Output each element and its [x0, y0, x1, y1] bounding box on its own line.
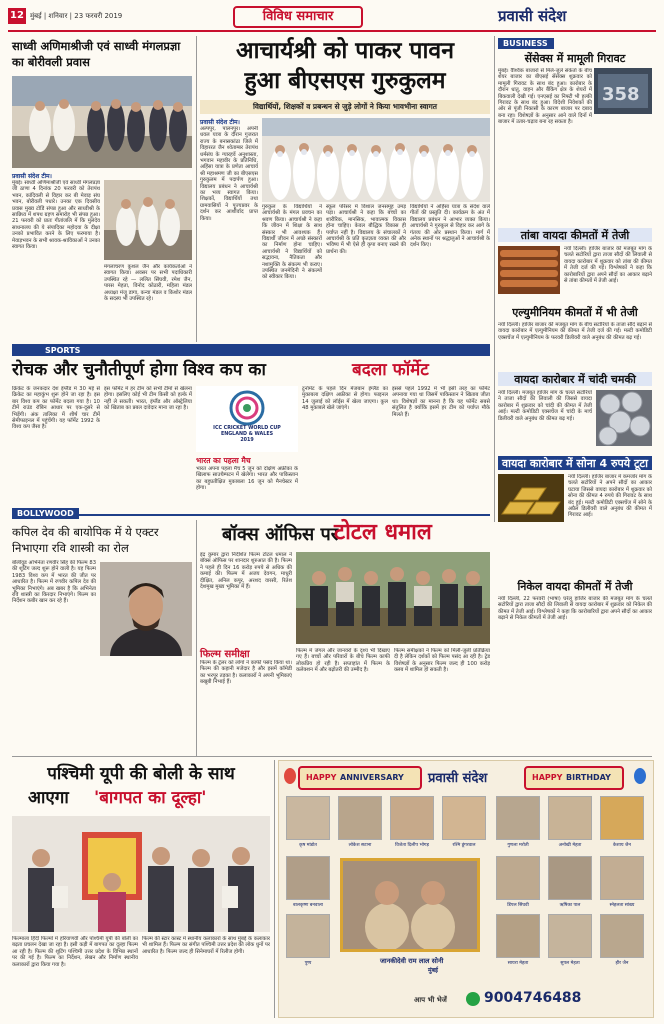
sports-subbody: भारत अपना पहला मैच 5 जून को दक्षिण अफ्रीका के खिलाफ साउथैम्पटन में खेलेगा। भारत और पाकिस्तान का बहुप्रतीक्षित मुकाबला 16 जून को मैनचेस्टर में होगा। — [196, 466, 298, 492]
section-title: विविध समाचार — [233, 6, 363, 28]
sensex-headline: सेंसेक्स में मामूली गिरावट — [524, 52, 626, 65]
avatar — [338, 796, 382, 840]
sports-subhead: भारत का पहला मैच — [196, 456, 251, 465]
avatar-name: रश्मि डूंगरवाल — [452, 843, 476, 848]
avatar-name: केशाय जैन — [613, 843, 631, 848]
nickel-headline: निकेल वायदा कीमतों में तेजी — [517, 580, 633, 593]
lead-body-col3: स्कूल परिसर में विशाल जनसमूह उमड़ पड़ा। आचार्यश्री ने कहा कि बच्चों का शारीरिक, मानसिक, भावात्मक विकास होना चाहिए। केवल बौद्धिक विकास ही पर्याप्त नहीं है। विद्यालय के संचालकों ने आचार्यश्री के प्रति कृतज्ञता व्यक्त की और भविष्य में भी ऐसे ही कृपा बनाए रखने की प्रार्थना की। — [326, 204, 406, 255]
copper-body: नयी दिल्ली। हाजिर बाजार की मजबूत मांग के चलते सटोरियों द्वारा ताजा सौदों की लिवाली से वायदा कारोबार में शुक्रवार को तांबा की कीमत में तेजी दर्ज की गई। विश्लेषकों ने कहा कि कारोबारियों द्वारा अपने सौदों का आकार बढ़ाने से तांबा कीमतों में तेजी आई। — [564, 246, 652, 285]
balloon-icon — [284, 768, 296, 784]
couple-subcaption: मुंबई — [428, 967, 438, 974]
kapil-body: बॉलीवुड अभिनेता रणवीर सिंह की फिल्म 83 की शूटिंग जल्द शुरू होने वाली है। यह फिल्म 1983 विश्व कप में भारत की जीत पर आधारित है। फिल्म में रणवीर कपिल देव की भूमिका निभाएंगे। अब खबर है कि अभिनेता रवि शास्त्री का किरदार निभाएंगे। फिल्म का निर्देशन कबीर खान कर रहे हैं। — [12, 560, 96, 605]
kapil-body-col2 — [100, 660, 192, 752]
sports-headline-b: बदला फॉर्मेट — [352, 360, 429, 380]
greetings-paper-name: प्रवासी संदेश — [428, 771, 488, 786]
silver-body: नयी दिल्ली। मजबूत हाजिर मांग के चलते सटोरियों ने ताजा सौदों की लिवाली की जिससे वायदा कारोबार में शुक्रवार को चांदी की कीमत में तेजी आई। मल्टी कमोडिटी एक्सचेंज में चांदी के मार्च डिलीवरी वाले अनुबंध की कीमत बढ़ गई। — [498, 390, 592, 422]
page-number: 12 — [8, 8, 26, 24]
avatar — [286, 856, 330, 900]
gold-headline: वायदा कारोबार में सोना 4 रुपये टूटा — [502, 457, 648, 470]
avatar-name: स्नेहलता सांख्य — [609, 903, 635, 908]
lead-headline-1: आचार्यश्री को पाकर पावन — [236, 38, 454, 64]
svg-text:358: 358 — [602, 84, 640, 105]
avatar-name: विजेता दिलीप भोगड़ — [395, 843, 429, 848]
avatar-name: गुणला मरोती — [507, 843, 529, 848]
avatar — [600, 914, 644, 958]
col-divider — [196, 36, 197, 342]
worldcup-logo-text: ICC CRICKET WORLD CUP ENGLAND & WALES 2019 — [213, 426, 281, 443]
section-divider — [12, 756, 652, 757]
avatar-name: डिंपल सिंघवी — [507, 903, 529, 908]
review-body: फिल्म के ट्रेलर को लोगों ने काफी पसंद किया था। फिल्म की कहानी मजेदार है और इसमें कॉमेडी का भरपूर तड़का है। कलाकारों ने अपनी भूमिकाएं बखूबी निभाई हैं। — [200, 660, 292, 686]
avatar-name: अनोखी मेहता — [558, 843, 582, 848]
avatar-name: कृष मांडोत — [299, 843, 317, 848]
baghpat-headline-2b: 'बागपत का दूल्हा' — [94, 788, 207, 808]
sadhvi-photo — [12, 76, 192, 168]
sadhvi-headline: साध्वी अणिमाश्रीजी एवं साध्वी मंगलप्रज्ञा का बोरीवली प्रवास — [12, 39, 181, 69]
boxoffice-body-col4: फिल्म समीक्षकों ने फिल्म को मिली-जुली प्रतिक्रिया दी है लेकिन दर्शकों को फिल्म पसंद आ रही है। ट्रेड विशेषज्ञों के अनुसार फिल्म जल्द ही 100 करोड़ क्लब में शामिल हो सकती है। — [394, 648, 490, 674]
baghpat-photo — [12, 816, 270, 932]
lead-body-col1: अल्पपुर, पालनपुर। अपनी धवल यात्रा के दौरान गुजरात राज्य के बनासकांठा जिले में विहाररत जैन श्वेताम्बर तेरापंथ धर्मसंघ के ग्यारहवें अनुशास्ता, भगवान महावीर के प्रतिनिधि, अहिंसा यात्रा के प्रणेता आचार्य श्री महाश्रमण जी का बीएसएस गुरुकुलम में पदार्पण हुआ। विद्यालय प्रबंधन ने आचार्यश्री का भव्य स्वागत किया। शिक्षकों, विद्यार्थियों तथा ग्रामवासियों ने पूज्यप्रवर के दर्शन कर आशीर्वाद प्राप्त किया। — [200, 126, 258, 222]
boxoffice-body-col3: फिल्म में जंगल और जानवरों के दृश्य भी दिखाए गए हैं। बच्चों और परिवारों के बीच फिल्म काफी लोकप्रिय हो रही है। सप्ताहांत में फिल्म के कलेक्शन में और बढ़ोतरी की उम्मीद है। — [296, 648, 390, 674]
avatar — [548, 856, 592, 900]
avatar — [496, 796, 540, 840]
copper-photo — [498, 246, 560, 294]
sports-headline-a: रोचक और चुनौतीपूर्ण होगा विश्व कप का — [12, 360, 266, 380]
avatar — [600, 796, 644, 840]
masthead — [8, 6, 656, 30]
lead-byline: प्रवासी संदेश टीम। — [200, 119, 240, 126]
sadhvi-photo-small — [104, 180, 192, 260]
kapil-headline: कपिल देव की बायोपिक में ये एक्टर निभाएगा रवि शास्त्री का रोल — [12, 525, 159, 555]
avatar-name: सायरा मेहता — [507, 961, 529, 966]
avatar — [548, 914, 592, 958]
lead-photo — [262, 118, 490, 202]
phone-number[interactable]: 9004746488 — [484, 990, 582, 1006]
avatar — [548, 796, 592, 840]
avatar-name: सुपल मेहता — [560, 961, 580, 966]
paper-name: प्रवासी संदेश — [498, 7, 567, 25]
silver-photo — [596, 390, 652, 446]
sensex-photo — [594, 68, 652, 114]
avatar — [286, 914, 330, 958]
avatar-name: हीर जैन — [615, 961, 629, 966]
sports-label: SPORTS — [40, 345, 85, 356]
silver-headline: वायदा कारोबार में चांदी चमकी — [514, 373, 636, 386]
bollywood-band — [12, 514, 490, 516]
sadhvi-body: मुंबई। साध्वी अणिमाश्रीजी एवं साध्वी मंगलप्रज्ञा जी ठाणा 4 दिनांक 20 फरवरी को तेरापंथ भवन, कांदिवली से विहार कर बी मेवाड़ संघ भवन, बोरीवली पधारे। उनका एक दिवसीय प्रवास मुख्य टोडिं संपन्न हुआ और साध्वीश्री के सान्निध्य में शपथ ग्रहण समारोह भी संपन्न हुआ। 21 फरवरी को प्रातः गीतांजलि में कि मुलंदेव साधनालय की ये संपादिका महोदया के दीक्षा उनको प्रभावित करने के लिए फरमाया है। मेवाड़भवन के सभी श्रावक-श्राविकाओं ने उनका स्वागत किया। — [12, 180, 100, 251]
avatar-name: पुष्प — [304, 961, 312, 966]
col-divider — [494, 36, 495, 522]
boxoffice-body-col1: इंद्र कुमार द्वारा निर्देशित फिल्म टोटल धमाल ने बॉक्स ऑफिस पर शानदार शुरुआत की है। फिल्म ने पहले ही दिन 16 करोड़ रुपये से अधिक की कमाई की। फिल्म में अजय देवगन, माधुरी दीक्षित, अनिल कपूर, अरशद वारसी, रितेश देशमुख मुख्य भूमिका में हैं। — [200, 552, 292, 591]
boxoffice-headline-b: टोटल धमाल — [334, 520, 432, 545]
baghpat-headline-1: पश्चिमी यूपी की बोली के साथ — [47, 764, 235, 784]
lead-body-col2: गुरुकुल के विद्यार्थियों ने आचार्यश्री के मंगल प्रवचन का श्रवण किया। आचार्यश्री ने कहा कि जीवन में शिक्षा के साथ संस्कार भी आवश्यक हैं। विद्यार्थी जीवन में अच्छे संस्कारों का निर्माण होना चाहिए। आचार्यश्री ने विद्यार्थियों को सद्भावना, नैतिकता और नशामुक्ति के संकल्प भी कराए। उपस्थित जनमेदिनी ने संकल्पों को स्वीकार किया। — [262, 204, 322, 281]
baghpat-headline-2a: आएगा — [28, 788, 69, 808]
dateline: मुंबई | शनिवार | 23 फरवरी 2019 — [30, 12, 123, 20]
anniversary-text: ANNIVERSARY — [340, 773, 404, 782]
avatar — [442, 796, 486, 840]
worldcup-logo — [196, 386, 298, 452]
happy-birthday-banner — [524, 766, 624, 790]
baghpat-body: फिल्माला हिंदी फिल्मों में हरियाणवी और पश्चिमी यूपी की बोली का बढ़ता प्रचलन देखा जा रहा है। इसी कड़ी में बागपत का दूल्हा फिल्म आ रही है। फिल्म की शूटिंग पश्चिमी उत्तर प्रदेश के विभिन्न स्थानों पर की गई है। फिल्म का निर्देशन, लेखन और निर्माण स्थानीय कलाकारों द्वारा किया गया है। — [12, 936, 138, 968]
happy2-text: HAPPY — [532, 773, 563, 782]
lead-headline-2: हुआ बीएसएस गुरुकुलम — [244, 68, 446, 94]
review-headline: फिल्म समीक्षा — [200, 649, 250, 660]
happy-text: HAPPY — [306, 773, 337, 782]
gold-photo — [498, 474, 564, 522]
avatar — [286, 796, 330, 840]
couple-photo-frame — [340, 858, 480, 952]
avatar — [496, 914, 540, 958]
sadhvi-body-col2: मंगलाचरण कुशल जैन और कार्यकर्ताओं ने स्वागत किया। अवसर पर सभी पदाधिकारी उपस्थित रहे — ललित सिंघवी, रमेश जैन, पारस मेहता, विनोद कोठारी, महिला मंडल अध्यक्षा मंजू डागा, कन्या मंडल व किशोर मंडल के सदस्य भी उपस्थित रहे। — [104, 264, 192, 303]
bollywood-label: BOLLYWOOD — [12, 508, 79, 519]
sports-body-col3: टूर्नामेंट के पहले दिन मेजबान इंग्लैंड का मुकाबला दक्षिण अफ्रीका से होगा। फाइनल 14 जुलाई को लॉर्ड्स में खेला जाएगा। कुल 48 मुकाबले खेले जाएंगे। — [302, 386, 388, 412]
lead-body-col4: विद्यार्थियों ने अहिंसा यात्रा के संदेश वाले गीतों की प्रस्तुति दी। कार्यक्रम के अंत में विद्यालय प्रबंधन ने आभार व्यक्त किया। आचार्यश्री ने गुरुकुल से विहार कर आगे के गंतव्य की ओर प्रस्थान किया। मार्ग में अनेक स्थानों पर श्रद्धालुओं ने आचार्यश्री के दर्शन किए। — [410, 204, 490, 249]
sadhvi-byline: प्रवासी संदेश टीम। — [12, 173, 52, 180]
sports-body-col2: इस फॉर्मेट में हर टीम को सभी टीमों से खेलना होगा। इसलिए कोई भी टीम किसी को हल्के में नहीं ले सकती। भारत, इंग्लैंड और ऑस्ट्रेलिया को खिताब का प्रबल दावेदार माना जा रहा है। — [104, 386, 192, 412]
col-divider — [196, 520, 197, 756]
copper-headline: तांबा वायदा कीमतों में तेजी — [520, 229, 630, 242]
sports-body-col5: इससे पहले 1992 में भी इसी तरह का फॉर्मेट अपनाया गया था जिसमें पाकिस्तान ने खिताब जीता था। विशेषज्ञों का मानना है कि यह फॉर्मेट सबसे संतुलित है क्योंकि इसमें हर टीम को पर्याप्त मौके मिलते हैं। — [392, 386, 490, 418]
avatar — [600, 856, 644, 900]
avatar-name: ऋषिका पाल — [559, 903, 581, 908]
col-divider — [274, 760, 275, 1018]
avatar — [390, 796, 434, 840]
avatar-name: बालकृष्ण बनवाला — [293, 903, 323, 908]
avatar — [496, 856, 540, 900]
business-label: BUSINESS — [498, 38, 554, 49]
couple-caption: जानकीदेवी राम लाल सोनी — [380, 957, 444, 965]
whatsapp-icon — [466, 992, 480, 1006]
send-text: आप भी भेजें — [414, 996, 447, 1004]
masthead-rule — [8, 30, 656, 32]
totaldhamaal-photo — [296, 552, 490, 644]
happy-anniversary-banner — [298, 766, 422, 790]
balloon-icon — [634, 768, 646, 784]
sensex-body: मुंबई। वैश्विक बाजारों से मिले-जुले संकेतों के बीच शेयर बाजार का बीएसई सेंसेक्स शुक्रवार को मामूली गिरावट के साथ बंद हुआ। कारोबार के दौरान धातु, वाहन और बैंकिंग क्षेत्र के शेयरों में बिकवाली देखी गई। एनएसई का निफ्टी भी हल्की गिरावट के साथ बंद हुआ। विदेशी निवेशकों की ओर से पूंजी निकासी के कारण बाजार पर दबाव बना रहा। विशेषज्ञों के अनुसार आने वाले दिनों में बाजार में उतार-चढ़ाव बना रह सकता है। — [498, 68, 592, 126]
nickel-body: नयी दिल्ली, 22 फरवरी (भाषा) घरेलू हाजिर बाजार की मजबूत मांग के चलते सटोरियों द्वारा ताजा सौदों की लिवाली से वायदा कारोबार में शुक्रवार को निकेल की कीमत में तेजी आई। विश्लेषकों ने कहा कि कारोबारियों द्वारा अपने सौदों का आकार बढ़ाने से निकेल कीमतों में तेजी आई। — [498, 596, 652, 622]
birthday-text: BIRTHDAY — [566, 773, 611, 782]
boxoffice-headline-a: बॉक्स ऑफिस पर — [222, 524, 339, 545]
lead-subhead: विद्यार्थियों, शिक्षकों व प्रबन्धन से जुड़े लोगों ने किया भावभीना स्वागत — [200, 100, 490, 114]
avatar-name: लोकेश सटाना — [348, 843, 372, 848]
sports-body-col1: क्रिकेट के जनकदार देश इंग्लैंड में 30 मई से क्रिकेट का महाकुंभ शुरू होने जा रहा है। इस बार विश्व कप का फॉर्मेट बदला गया है। 10 टीमें राउंड रॉबिन आधार पर एक-दूसरे से भिड़ेंगी। अंक तालिका में शीर्ष चार टीमें सेमीफाइनल में पहुंचेंगी। यह फॉर्मेट 1992 के विश्व कप जैसा है। — [12, 386, 100, 431]
gold-body: नयी दिल्ली। हाजिर बाजार में कमजोर मांग के चलते सटोरियों ने अपने सौदों का आकार घटाया जिससे वायदा कारोबार में शुक्रवार को सोना की कीमत 4 रुपये की गिरावट के साथ बंद हुई। मल्टी कमोडिटी एक्सचेंज में सोने के अप्रैल डिलीवरी वाले अनुबंध की कीमत में गिरावट आई। — [568, 474, 652, 519]
alu-body: नयी दिल्ली। हाजिर बाजार की मजबूत मांग के बीच सटोरियों के ताजा सौदे बढ़ाने से वायदा कारोबार में एल्युमीनियम की कीमत में तेजी दर्ज की गई। मल्टी कमोडिटी एक्सचेंज में एल्युमीनियम के फरवरी डिलीवरी वाले अनुबंध की कीमत बढ़ गई। — [498, 322, 652, 341]
alu-headline: एल्युमीनियम कीमतों में भी तेजी — [512, 306, 638, 319]
baghpat-body-col2: फिल्म की स्टार कास्ट में स्थानीय कलाकारों के साथ मुंबई के कलाकार भी शामिल हैं। फिल्म का संगीत पश्चिमी उत्तर प्रदेश की लोक धुनों पर आधारित है। फिल्म जल्द ही सिनेमाघरों में रिलीज होगी। — [142, 936, 270, 955]
shastri-actor-photo — [100, 562, 192, 656]
